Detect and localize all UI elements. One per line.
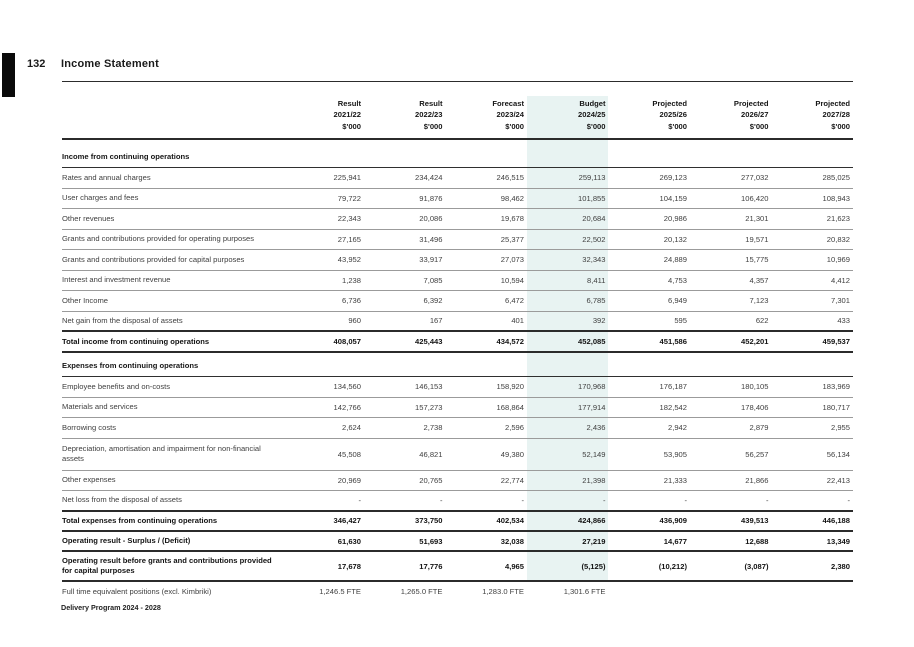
row-label: Rates and annual charges <box>62 172 151 182</box>
table-row: Employee benefits and on-costs 134,560 146,153 158,920 170,968 176,187 180,105 183,969 <box>62 377 853 398</box>
column-header-budget: Budget 2024/25 $'000 <box>578 98 606 131</box>
table-header-row <box>62 82 853 140</box>
row-label: Total expenses from continuing operations <box>62 515 218 525</box>
row-label: Full time equivalent positions (excl. Kimbriki) <box>62 586 212 596</box>
total-expenses-row: Total expenses from continuing operations 346,427 373,750 402,534 424,866 436,909 439,513 446,188 <box>62 512 853 533</box>
row-label: Employee benefits and on-costs <box>62 381 171 391</box>
row-label: Grants and contributions provided for operating purposes <box>62 234 255 244</box>
row-label: Grants and contributions provided for capital purposes <box>62 254 245 264</box>
table-row: Materials and services 142,766 157,273 168,864 177,914 182,542 178,406 180,717 <box>62 398 853 419</box>
table-row: Depreciation, amortisation and impairment for non-financial assets 45,508 46,821 49,380 52,149 53,905 56,257 56,134 <box>62 439 853 471</box>
table-row: Grants and contributions provided for operating purposes 27,165 31,496 25,377 22,502 20,132 19,571 20,832 <box>62 230 853 251</box>
footer-text: Delivery Program 2024 - 2028 <box>61 603 161 612</box>
table-row: Grants and contributions provided for capital purposes 43,952 33,917 27,073 32,343 24,889 15,775 10,969 <box>62 250 853 271</box>
column-header: Result 2021/22 $'000 <box>333 98 361 131</box>
table-row: User charges and fees 79,722 91,876 98,462 101,855 104,159 106,420 108,943 <box>62 189 853 210</box>
table-row: Other revenues 22,343 20,086 19,678 20,684 20,986 21,301 21,623 <box>62 209 853 230</box>
page-edge-tab <box>2 53 15 97</box>
row-label: Depreciation, amortisation and impairment for non-financial assets <box>62 444 261 463</box>
row-label: User charges and fees <box>62 193 139 203</box>
row-label: Other Income <box>62 295 109 305</box>
table-row: Borrowing costs 2,624 2,738 2,596 2,436 2,942 2,879 2,955 <box>62 418 853 439</box>
section-header-expenses: Expenses from continuing operations <box>62 353 853 377</box>
row-label: Materials and services <box>62 402 138 412</box>
column-header: Forecast 2023/24 $'000 <box>492 98 524 131</box>
row-label: Net gain from the disposal of assets <box>62 315 183 325</box>
row-label: Net loss from the disposal of assets <box>62 495 182 505</box>
section-header-income: Income from continuing operations <box>62 140 853 168</box>
total-income-row: Total income from continuing operations 408,057 425,443 434,572 452,085 451,586 452,201 459,537 <box>62 332 853 353</box>
column-header: Projected 2027/28 $'000 <box>815 98 850 131</box>
table-row: Other Income 6,736 6,392 6,472 6,785 6,949 7,123 7,301 <box>62 291 853 312</box>
fte-row: Full time equivalent positions (excl. Kimbriki) 1,246.5 FTE 1,265.0 FTE 1,283.0 FTE 1,301.6 FTE <box>62 586 606 596</box>
operating-result-before-grants-row: Operating result before grants and contributions provided for capital purposes 17,678 17,776 4,965 (5,125) (10,212) (3,087) 2,380 <box>62 552 853 582</box>
table-row: Net gain from the disposal of assets 960 167 401 392 595 622 433 <box>62 312 853 333</box>
column-header: Projected 2026/27 $'000 <box>733 98 769 131</box>
operating-result-row: Operating result - Surplus / (Deficit) 61,630 51,693 32,038 27,219 14,677 12,688 13,349 <box>62 532 853 552</box>
row-label: Operating result - Surplus / (Deficit) <box>62 536 191 545</box>
page-number: 132 <box>27 58 46 70</box>
page-title: Income Statement <box>61 58 159 70</box>
column-header: Result 2022/23 $'000 <box>415 98 443 131</box>
row-label: Other expenses <box>62 475 116 485</box>
income-statement-table <box>62 81 853 601</box>
row-label: Other revenues <box>62 213 115 223</box>
row-label: Interest and investment revenue <box>62 275 171 285</box>
row-label: Borrowing costs <box>62 422 117 432</box>
table-row: Other expenses 20,969 20,765 22,774 21,398 21,333 21,866 22,413 <box>62 471 853 492</box>
table-row: Net loss from the disposal of assets - - - - - - - <box>62 491 853 512</box>
table-row: Rates and annual charges 225,941 234,424 246,515 259,113 269,123 277,032 285,025 <box>62 168 853 189</box>
column-header: Projected 2025/26 $'000 <box>652 98 687 131</box>
row-label: Operating result before grants and contributions provided for capital purposes <box>62 556 272 575</box>
row-label: Total income from continuing operations <box>62 336 210 346</box>
table-row: Interest and investment revenue 1,238 7,085 10,594 8,411 4,753 4,357 4,412 <box>62 271 853 292</box>
